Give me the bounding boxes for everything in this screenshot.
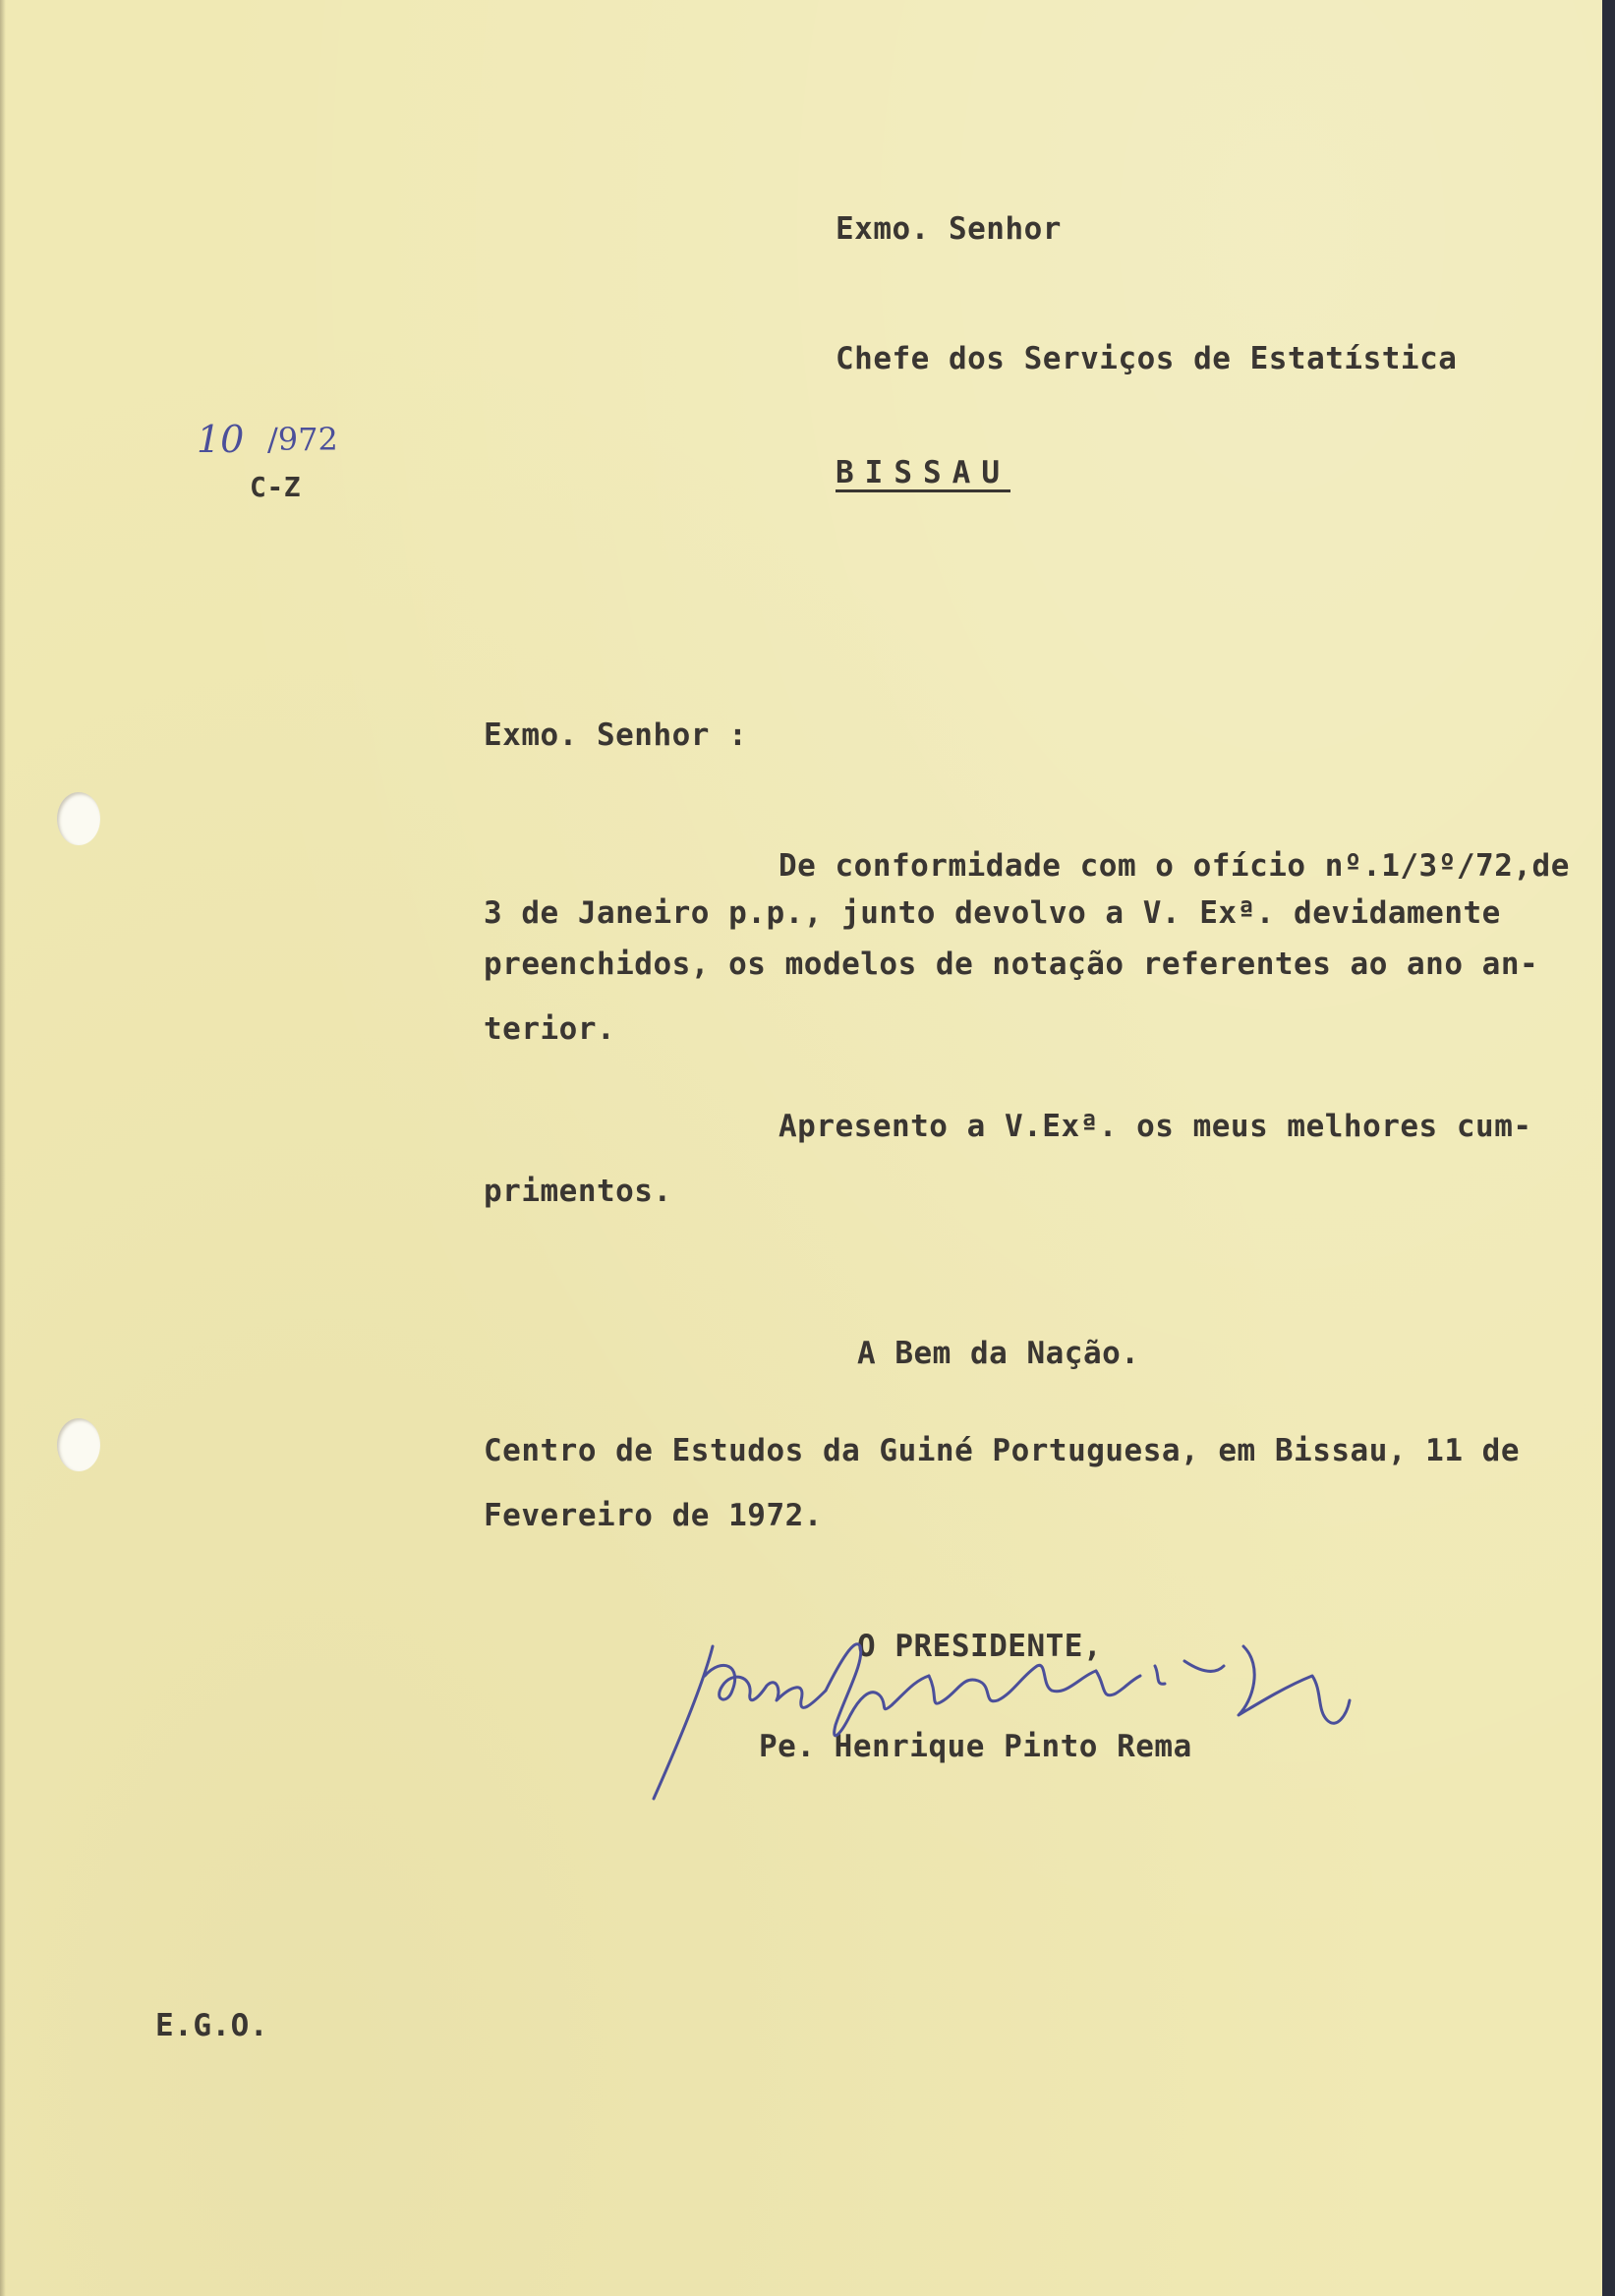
paragraph1-line3: preenchidos, os modelos de notação referentes ao ano an- <box>484 947 1539 982</box>
paragraph1-line2: 3 de Janeiro p.p., junto devolvo a V. Exª. devidamente <box>484 895 1501 931</box>
punch-hole-top <box>57 792 100 845</box>
signatory-role: O PRESIDENTE, <box>857 1629 1103 1664</box>
reference-year: /972 <box>267 421 338 458</box>
addressee-salutation: Exmo. Senhor <box>836 211 1062 247</box>
place-date-line1: Centro de Estudos da Guiné Portuguesa, em Bissau, 11 de <box>484 1433 1520 1468</box>
body-greeting: Exmo. Senhor : <box>484 718 748 753</box>
paragraph1-line4: terior. <box>484 1011 616 1047</box>
punch-hole-bottom <box>57 1418 100 1471</box>
reference-handwritten-number: 10 <box>197 418 245 461</box>
paragraph2-line1: Apresento a V.Exª. os meus melhores cum- <box>779 1109 1532 1144</box>
footer-initials: E.G.O. <box>155 2008 268 2043</box>
reference-code: C-Z <box>250 471 302 503</box>
addressee-city: BISSAU <box>836 455 1010 490</box>
paragraph2-line2: primentos. <box>484 1174 672 1209</box>
signatory-name: Pe. Henrique Pinto Rema <box>759 1729 1192 1764</box>
handwritten-signature <box>634 1607 1381 1818</box>
paragraph1-line1: De conformidade com o ofício nº.1/3º/72,de <box>779 848 1570 884</box>
addressee-title: Chefe dos Serviços de Estatística <box>836 341 1458 376</box>
closing-motto: A Bem da Nação. <box>857 1336 1140 1371</box>
place-date-line2: Fevereiro de 1972. <box>484 1498 823 1533</box>
